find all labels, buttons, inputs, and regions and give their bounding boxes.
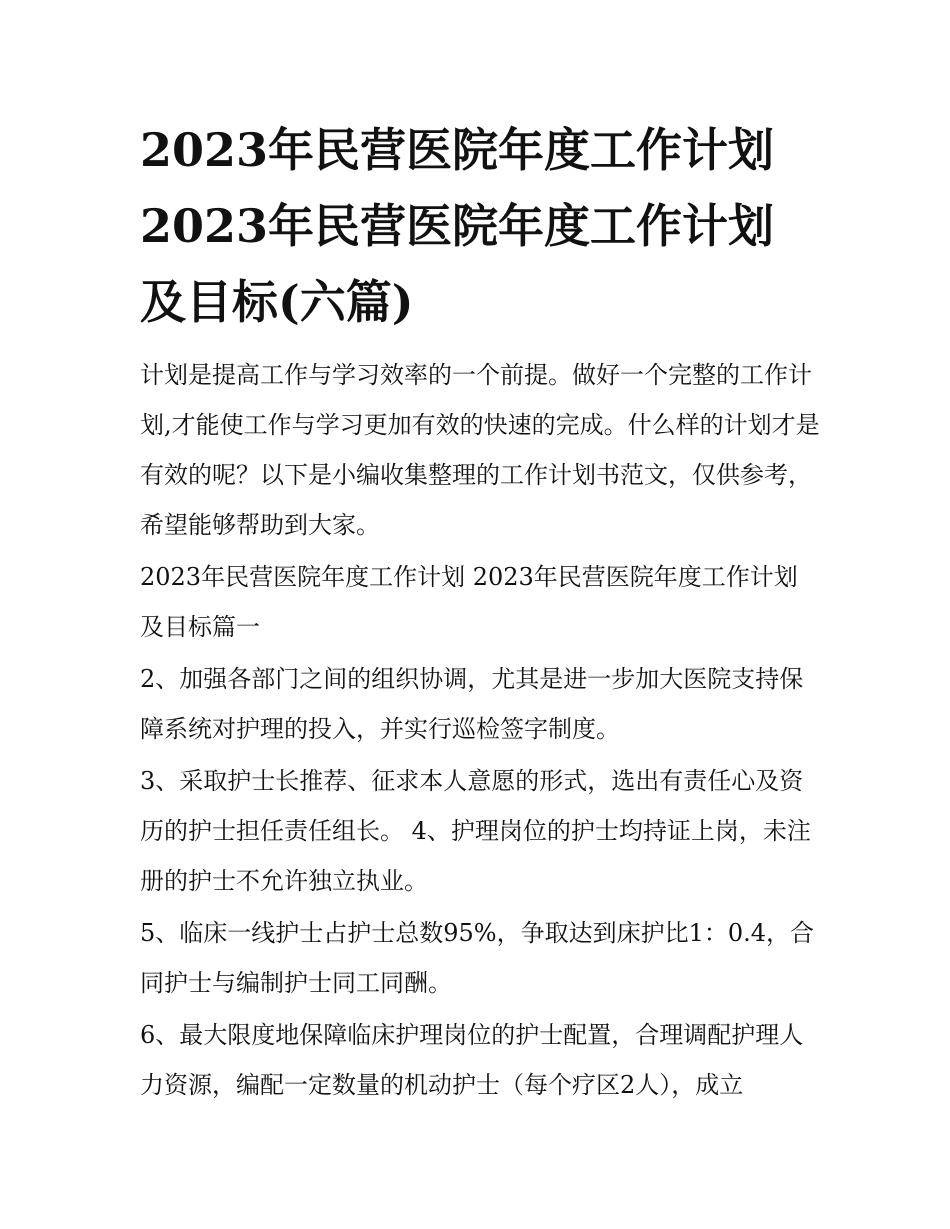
document-page xyxy=(140,112,820,1112)
item-paragraph-5: 5、临床一线护士占护士总数95%，争取达到床护比1：0.4，合同护士与编制护士同工同酬。 xyxy=(140,919,815,997)
item-paragraph-2: 2、加强各部门之间的组织协调，尤其是进一步加大医院支持保障系统对护理的投入，并实行巡检签字制度。 xyxy=(140,665,804,743)
item-paragraph-6: 6、最大限度地保障临床护理岗位的护士配置，合理调配护理人力资源，编配一定数量的机动护士（每个疗区2人），成立 xyxy=(140,1021,804,1099)
section-heading: 2023年民营医院年度工作计划 2023年民营医院年度工作计划及目标篇一 xyxy=(140,563,798,641)
document-title: 2023年民营医院年度工作计划 2023年民营医院年度工作计划及目标(六篇) xyxy=(140,123,775,329)
intro-paragraph: 计划是提高工作与学习效率的一个前提。做好一个完整的工作计划,才能使工作与学习更加有效的快速的完成。什么样的计划才是有效的呢？以下是小编收集整理的工作计划书范文，仅供参考，希望能够帮助到大家。 xyxy=(140,361,820,539)
item-paragraph-3: 3、采取护士长推荐、征求本人意愿的形式，选出有责任心及资历的护士担任责任组长。 4、护理岗位的护士均持证上岗，未注册的护士不允许独立执业。 xyxy=(140,767,811,895)
